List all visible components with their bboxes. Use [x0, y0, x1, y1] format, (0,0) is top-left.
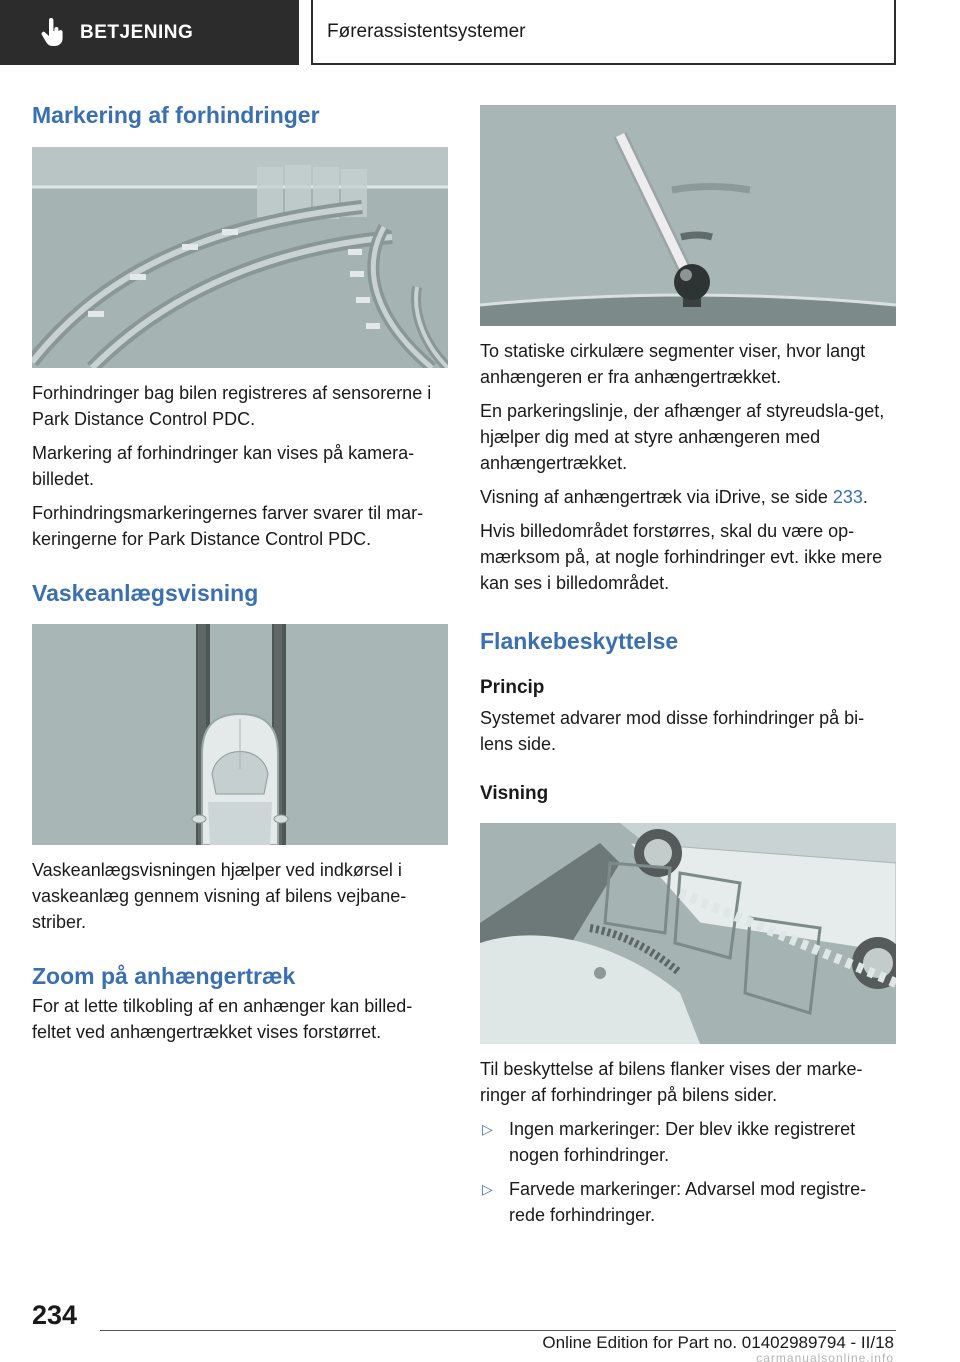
text-idrive-reference: Visning af anhængertræk via iDrive, se side 233.: [480, 487, 868, 507]
figure-trailer-hitch: [480, 105, 896, 326]
text-parking-line: En parkeringslinje, der afhænger af styreudsla-get, hjælper dig med at styre anhængeren med anhængertrækket.: [480, 401, 885, 473]
left-column: [32, 100, 448, 1045]
footer-watermark: carmanualsonline.info: [756, 1351, 894, 1362]
text-flank-markings: Til beskyttelse af bilens flanker vises der marke-ringer af forhindringer på bilens sider.: [480, 1059, 863, 1105]
page-number: 234: [32, 1300, 78, 1330]
footer-divider: [100, 1330, 896, 1331]
bullet-triangle-icon: ▷: [482, 1181, 493, 1197]
flank-marking-list: [480, 1116, 896, 1228]
text-principle: Systemet advarer mod disse forhindringer på bi-lens side.: [480, 708, 865, 754]
heading-principle: Princip: [480, 677, 545, 698]
text-obstacle-colors: Forhindringsmarkeringernes farver svarer til mar-keringerne for Park Distance Control PDC.: [32, 503, 424, 549]
footer-edition: Online Edition for Part no. 01402989794 - II/18: [542, 1333, 894, 1352]
header-section-label: BETJENING: [80, 21, 194, 43]
header-chapter-box: [311, 0, 896, 65]
bullet-triangle-icon: ▷: [482, 1121, 493, 1137]
hand-pointer-icon: [40, 18, 66, 48]
header-section-tab: [0, 0, 299, 65]
text-zoom-warning: Hvis billedområdet forstørres, skal du være op-mærksom på, at nogle forhindringer evt. ikke mere kan ses i billedområdet.: [480, 521, 883, 593]
heading-flank-protection: Flankebeskyttelse: [480, 628, 679, 654]
text-obstacle-camera: Markering af forhindringer kan vises på kamera-billedet.: [32, 443, 415, 489]
text-circular-segments: To statiske cirkulære segmenter viser, hvor langt anhængeren er fra anhængertrækket.: [480, 341, 866, 387]
list-item: ▷ Farvede markeringer: Advarsel mod registre-rede forhindringer.: [480, 1176, 896, 1228]
heading-display: Visning: [480, 783, 549, 804]
page-link-233[interactable]: 233: [832, 487, 863, 507]
heading-car-wash-view: Vaskeanlægsvisning: [32, 580, 259, 606]
figure-flank-protection: [480, 823, 896, 1044]
figure-car-wash-view: [32, 624, 448, 845]
figure-obstacle-marking: [32, 147, 448, 368]
text-trailer-hitch-zoom: For at lette tilkobling af en anhænger kan billed-feltet ved anhængertrækket vises forstørret.: [32, 996, 413, 1042]
list-item: ▷ Ingen markeringer: Der blev ikke registreret nogen forhindringer.: [480, 1116, 896, 1168]
text-obstacle-sensors: Forhindringer bag bilen registreres af sensorerne i Park Distance Control PDC.: [32, 383, 432, 429]
heading-obstacle-marking: Markering af forhindringer: [32, 102, 320, 128]
heading-trailer-hitch-zoom: Zoom på anhængertræk: [32, 963, 296, 989]
header-chapter-label: Førerassistentsystemer: [327, 20, 526, 42]
right-column: [480, 105, 896, 1228]
text-car-wash-view: Vaskeanlægsvisningen hjælper ved indkørsel i vaskeanlæg gennem visning af bilens vejbane-striber.: [32, 860, 407, 932]
